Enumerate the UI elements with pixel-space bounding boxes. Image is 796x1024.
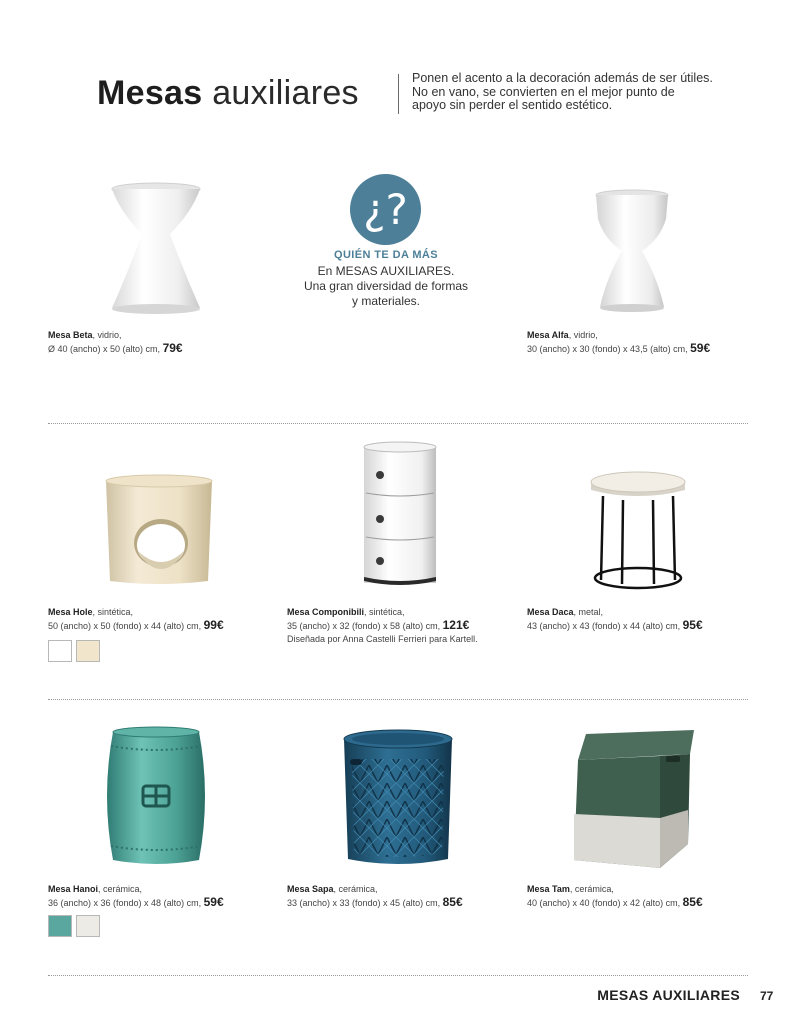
product-image-hole[interactable] <box>104 473 214 587</box>
product-price: 59€ <box>203 895 224 909</box>
color-swatch-light-gray[interactable] <box>76 915 100 937</box>
product-dims: 40 (ancho) x 40 (fondo) x 42 (alto) cm, <box>527 898 681 908</box>
intro-text <box>412 72 752 113</box>
product-image-alfa[interactable] <box>594 189 670 315</box>
product-caption-tam <box>527 883 703 910</box>
product-dims: 33 (ancho) x 33 (fondo) x 45 (alto) cm, <box>287 898 441 908</box>
product-dims: 43 (ancho) x 43 (fondo) x 44 (alto) cm, <box>527 621 681 631</box>
product-price: 59€ <box>690 341 711 355</box>
product-price: 99€ <box>203 618 224 632</box>
product-name: Mesa Hole <box>48 607 93 617</box>
quiz-heading: QUIÉN TE DA MÁS <box>334 249 438 261</box>
quiz-line: Una gran diversidad de formas <box>303 279 469 293</box>
question-badge <box>350 174 421 245</box>
product-name: Mesa Tam <box>527 884 570 894</box>
product-material: , sintética, <box>364 607 405 617</box>
color-swatch-teal[interactable] <box>48 915 72 937</box>
product-price: 121€ <box>442 618 470 632</box>
product-dims: 35 (ancho) x 32 (fondo) x 58 (alto) cm, <box>287 621 441 631</box>
quiz-line: y materiales. <box>351 294 421 308</box>
quiz-line: En MESAS AUXILIARES. <box>317 264 455 278</box>
footer-separator <box>48 975 748 976</box>
question-icon: ¿? <box>363 185 408 234</box>
section-footer-label: MESAS AUXILIARES <box>597 987 740 1003</box>
quiz-text <box>280 264 492 309</box>
intro-line: Ponen el acento a la decoración además de ser útiles. <box>412 71 713 85</box>
product-material: , vidrio, <box>568 330 598 340</box>
product-caption-hanoi <box>48 883 224 910</box>
product-caption-sapa <box>287 883 463 910</box>
product-material: , sintética, <box>92 607 134 617</box>
product-caption-beta <box>48 329 183 356</box>
row-separator <box>48 699 748 700</box>
product-material: , vidrio, <box>92 330 122 340</box>
page-number: 77 <box>760 989 774 1003</box>
color-swatch-white[interactable] <box>48 640 72 662</box>
intro-line: No en vano, se convierten en el mejor punto de <box>412 84 675 99</box>
product-price: 85€ <box>682 895 703 909</box>
product-image-hanoi[interactable] <box>105 726 207 868</box>
product-image-daca[interactable] <box>589 470 687 592</box>
product-caption-daca <box>527 606 703 633</box>
product-name: Mesa Componibili <box>287 607 365 617</box>
product-caption-alfa <box>527 329 710 356</box>
page-title <box>97 74 359 113</box>
product-dims: 50 (ancho) x 50 (fondo) x 44 (alto) cm, <box>48 621 202 631</box>
product-price: 95€ <box>682 618 703 632</box>
product-name: Mesa Daca <box>527 607 574 617</box>
product-image-beta[interactable] <box>108 182 204 316</box>
product-name: Mesa Alfa <box>527 330 569 340</box>
product-caption-componibili <box>287 606 478 646</box>
header-divider <box>398 74 399 114</box>
intro-line: apoyo sin perder el sentido estético. <box>412 98 613 112</box>
product-image-sapa[interactable] <box>342 729 454 869</box>
product-designer-note: Diseñada por Anna Castelli Ferrieri para Kartell. <box>287 634 478 644</box>
title-light: auxiliares <box>212 74 359 112</box>
product-material: , cerámica, <box>333 884 378 894</box>
title-bold: Mesas <box>97 74 203 112</box>
product-name: Mesa Beta <box>48 330 93 340</box>
product-name: Mesa Sapa <box>287 884 334 894</box>
product-material: , cerámica, <box>98 884 143 894</box>
product-name: Mesa Hanoi <box>48 884 99 894</box>
product-price: 85€ <box>442 895 463 909</box>
color-swatch-cream[interactable] <box>76 640 100 662</box>
product-dims: 36 (ancho) x 36 (fondo) x 48 (alto) cm, <box>48 898 202 908</box>
product-price: 79€ <box>162 341 183 355</box>
product-image-componibili[interactable] <box>362 441 438 589</box>
row-separator <box>48 423 748 424</box>
product-caption-hole <box>48 606 224 633</box>
product-material: , metal, <box>573 607 604 617</box>
product-material: , cerámica, <box>569 884 614 894</box>
product-dims: 30 (ancho) x 30 (fondo) x 43,5 (alto) cm, <box>527 344 688 354</box>
product-dims: Ø 40 (ancho) x 50 (alto) cm, <box>48 344 161 354</box>
product-image-tam[interactable] <box>570 726 696 872</box>
